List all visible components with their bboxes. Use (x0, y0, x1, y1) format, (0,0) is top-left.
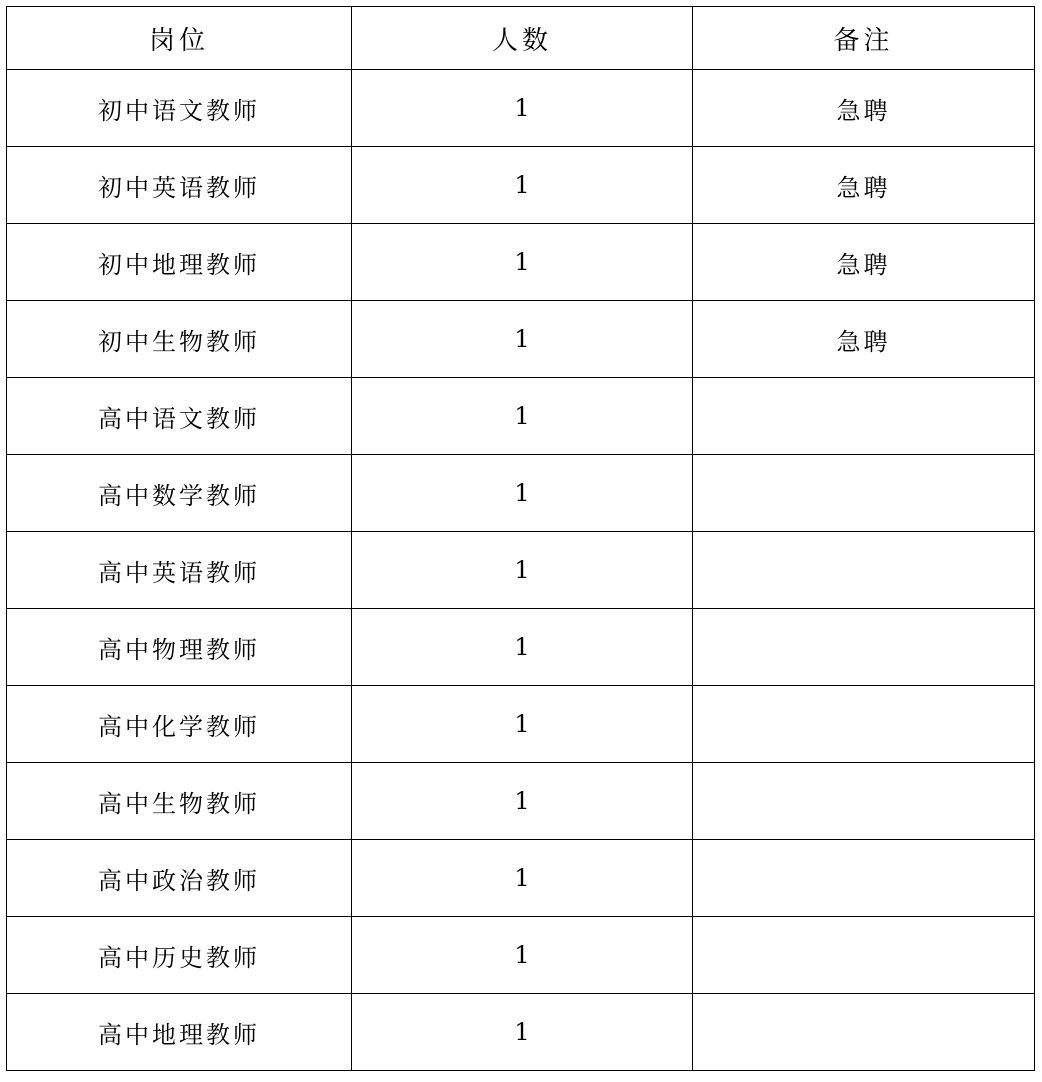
table-row (7, 378, 1035, 455)
cell-count: 1 (352, 224, 693, 301)
cell-post: 高中数学教师 (7, 455, 352, 532)
table-row (7, 532, 1035, 609)
cell-count: 1 (352, 532, 693, 609)
cell-count: 1 (352, 70, 693, 147)
cell-note (693, 917, 1035, 994)
cell-post: 初中语文教师 (7, 70, 352, 147)
cell-count: 1 (352, 147, 693, 224)
table-row (7, 455, 1035, 532)
cell-note: 急聘 (693, 70, 1035, 147)
cell-note (693, 994, 1035, 1071)
cell-count: 1 (352, 686, 693, 763)
cell-count: 1 (352, 840, 693, 917)
table-body (7, 70, 1035, 1071)
column-header-count: 人数 (352, 7, 693, 70)
cell-post: 高中化学教师 (7, 686, 352, 763)
table-row (7, 224, 1035, 301)
cell-note (693, 686, 1035, 763)
cell-note (693, 378, 1035, 455)
cell-count: 1 (352, 455, 693, 532)
cell-count: 1 (352, 994, 693, 1071)
cell-note (693, 609, 1035, 686)
table-row (7, 147, 1035, 224)
cell-post: 高中英语教师 (7, 532, 352, 609)
cell-post: 高中地理教师 (7, 994, 352, 1071)
cell-count: 1 (352, 378, 693, 455)
table-header-row (7, 7, 1035, 70)
table-row (7, 70, 1035, 147)
cell-note: 急聘 (693, 224, 1035, 301)
cell-note (693, 840, 1035, 917)
cell-note (693, 455, 1035, 532)
table-header (7, 7, 1035, 70)
table-row (7, 917, 1035, 994)
cell-count: 1 (352, 763, 693, 840)
recruitment-table (6, 6, 1035, 1071)
cell-post: 高中生物教师 (7, 763, 352, 840)
cell-post: 高中物理教师 (7, 609, 352, 686)
cell-post: 初中生物教师 (7, 301, 352, 378)
column-header-note: 备注 (693, 7, 1035, 70)
cell-post: 初中地理教师 (7, 224, 352, 301)
cell-post: 高中历史教师 (7, 917, 352, 994)
table-row (7, 609, 1035, 686)
table-row (7, 686, 1035, 763)
column-header-post: 岗位 (7, 7, 352, 70)
table-row (7, 840, 1035, 917)
table-row (7, 763, 1035, 840)
cell-note (693, 763, 1035, 840)
cell-post: 高中政治教师 (7, 840, 352, 917)
cell-note: 急聘 (693, 301, 1035, 378)
cell-note: 急聘 (693, 147, 1035, 224)
table-row (7, 301, 1035, 378)
table-row (7, 994, 1035, 1071)
cell-note (693, 532, 1035, 609)
cell-count: 1 (352, 917, 693, 994)
cell-post: 初中英语教师 (7, 147, 352, 224)
cell-count: 1 (352, 609, 693, 686)
cell-post: 高中语文教师 (7, 378, 352, 455)
cell-count: 1 (352, 301, 693, 378)
